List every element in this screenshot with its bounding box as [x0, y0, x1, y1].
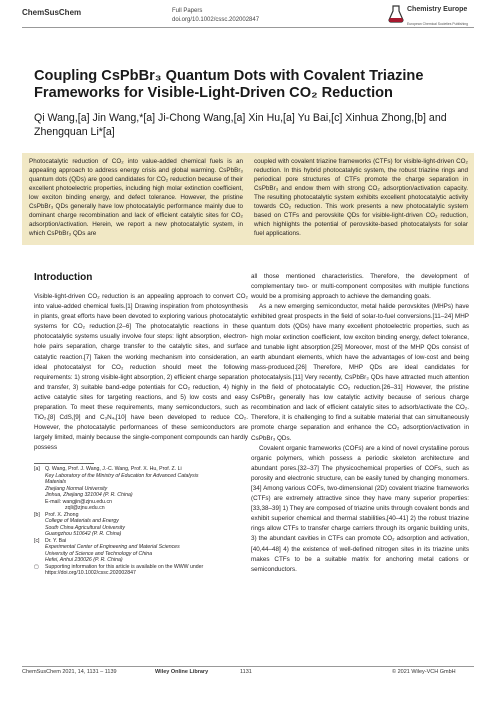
affiliation-line: Guangzhou 510642 (P. R. China) [45, 531, 122, 537]
author-list: Qi Wang,[a] Jin Wang,*[a] Ji-Chong Wang,[a] Xin Hu,[a] Yu Bai,[c] Xinhua Zhong,[b] and Zhengquan Li*[a] [34, 112, 447, 138]
affiliation-line: Experimental Center of Engineering and Material Sciences [45, 544, 180, 550]
affiliation-line: Jinhua, Zhejiang 321004 (P. R. China) [45, 492, 133, 498]
doi-link[interactable]: doi.org/10.1002/cssc.202002847 [172, 17, 260, 23]
body-paragraph: As a new emerging semiconductor, metal halide perovskites (MHPs) have exhibited great prospects in the field of solar-to-fuel conversions.[11–24] MHP quantum dots (QDs) have many excellent photoelectric properties, such as high molar extinction coefficient, low exciton binding energy, defect tolerance, and tunable light absorption.[25] Moreover, most of the MHP QDs consist of earth abundant elements, which have the advantages of low-cost and being mass-produced.[26] Therefore, MHP QDs are ideal candidates for photocatalysis.[11] Very recently, CsPbBr₃ QDs have attracted much attention in the field of photocatalytic CO₂ reduction.[26–31] However, the pristine CsPbBr₃ generally has low catalytic activity because of serious charge recombination and lack of efficient catalytic sites to adsorb/activate the CO₂. Therefore, it is challenging to find a suitable material that can simultaneously promote charge separation and enhance the CO₂ adsorption/activation in CsPbBr₃ QDs. [251, 303, 469, 442]
page-number: 1131 [240, 669, 252, 675]
affiliation-line: Zhejiang Normal University [45, 485, 108, 492]
logo-subtitle: European Chemical Societies Publishing [407, 22, 469, 26]
abstract-left: Photocatalytic reduction of CO₂ into value-added chemical fuels is an appealing approach to address energy crisis and global warming. CsPbBr₃ quantum dots (QDs) are good candidates for CO₂ reduction because of their excellent photoelectric properties, including high molar extinction coefficient, low exciton binding energy, and defect tolerance. However, the pristine CsPbBr₃ QDs generally have low photocatalytic performance mainly due to dominant charge recombination and lack of efficient catalytic sites for CO₂ adsorption/activation. Herein, we report a new photocatalytic system, in which CsPbBr₃ QDs are [29, 158, 243, 238]
supporting-info [34, 564, 248, 577]
affiliation-line: Prof. X. Zhong [45, 511, 79, 518]
footer-rule [22, 666, 474, 667]
affiliation-line: College of Materials and Energy [45, 518, 119, 524]
affiliation-line: Hefei, Anhui 230026 (P. R. China) [45, 557, 123, 563]
abstract-right: coupled with covalent triazine frameworks (CTFs) for visible-light-driven CO₂ reduction. In this hybrid photocatalytic system, the robust triazine rings and periodical pore structures of CTFs promote the charge separation in CsPbBr₃ and endow them with strong CO₂ adsorption/activation capacity. The resulting photocatalytic system exhibits excellent photocatalytic activity towards CO₂ reduction. This work presents a new photocatalytic system based on CTFs and perovskite QDs for visible-light-driven CO₂ reduction, which highlights the potential of perovskite-based photocatalysts for solar fuel applications. [254, 158, 468, 238]
flask-logo-icon [388, 5, 404, 23]
body-right-column [251, 272, 469, 575]
header-rule [22, 27, 474, 28]
body-paragraph: Covalent organic frameworks (COFs) are a kind of novel crystalline porous organic polymers, which possess a periodic skeleton architecture and abundant pores.[32–37] The physicochemical properties of COFs, such as porosity and electronic structure, can be easily tuned by changing monomers.[34] Among various COFs, two-dimensional (2D) covalent triazine frameworks (CTFs) are extremely attractive since they have many superior properties:[33,38–39] 1) They are composed of triazine units through covalent bonds and exhibit superior chemical and thermal stabilities,[40–41] 2) the robust triazine rings allow CTFs to transfer charge carriers through its organic building units, 3) the abundant cavities in CTFs can promote CO₂ adsorption and activation,[40,44–48] 4) the existence of well-defined nitrogen sites in its triazine units makes CTFs to be a suitable matrix for anchoring metal cations or semiconductors. [251, 444, 469, 573]
email-line[interactable]: zqli@zjnu.edu.cn [65, 505, 105, 511]
abstract-box [22, 153, 474, 245]
body-left-column [34, 292, 248, 454]
affiliation-a [34, 466, 248, 512]
affiliation-line: Key Laboratory of the Ministry of Education for Advanced Catalysis [45, 472, 199, 479]
affiliation-rule [34, 463, 94, 464]
supporting-info-link[interactable]: https://doi.org/10.1002/cssc.202002847 [45, 570, 136, 576]
chemistry-europe-logo [386, 3, 476, 35]
intro-paragraph-1: Visible-light-driven CO₂ reduction is an appealing approach to convert CO₂ into value-added chemical fuels.[1] Drawing inspiration from photosynthesis in plants, great efforts have been devoted to exploring various photocatalytic systems for CO₂ reduction.[2–6] The photocatalytic reactions in these photocatalytic systems usually involve four steps: light absorption, electron-hole pairs separation, charge transfer to the catalytic sites, and surface catalytic reaction.[7] Taken the working mechanism into consideration, an ideal photocatalyst for CO₂ reduction should meet the following requirements: 1) strong visible-light absorption, 2) efficient charge separation and transfer, 3) suitable band-edge potentials for CO₂ reduction, 4) highly active catalytic sites for targeting reactions, and 5) low costs and easy preparation. To meet these requirements, many semiconductors, such as TiO₂,[8] CdS,[9] and C₃N₄,[10] have been developed to reduce CO₂. However, the photocatalytic performances of these semiconductors are largely limited, mainly because the single-component compounds can hardly possess [34, 293, 248, 452]
email-line[interactable]: E-mail: wangjin@zjnu.edu.cn [45, 498, 112, 505]
affiliations [34, 466, 248, 577]
section-heading-introduction: Introduction [34, 272, 93, 283]
footer-wiley-link[interactable]: Wiley Online Library [155, 669, 209, 675]
affiliation-label: [b] [34, 511, 40, 518]
affiliation-c [34, 538, 248, 564]
supporting-info-line: Supporting information for this article is available on the WWW under [45, 563, 204, 570]
affiliation-label: [a] [34, 466, 40, 472]
logo-title: Chemistry Europe [407, 6, 468, 13]
affiliation-line: University of Science and Technology of China [45, 550, 153, 557]
footer-copyright: © 2021 Wiley-VCH GmbH [392, 669, 456, 675]
affiliation-label: [c] [34, 537, 40, 544]
affiliation-line: Dr. Y. Bai [45, 537, 67, 544]
affiliation-b [34, 512, 248, 538]
body-paragraph: all those mentioned characteristics. Therefore, the development of complementary two- or multi-component composites with multiple functions would be a promising approach to achieve the demanding goals. [251, 273, 469, 301]
footer-citation: ChemSusChem 2021, 14, 1131 – 1139 [22, 669, 117, 675]
affiliation-line: South China Agricultural University [45, 524, 125, 531]
affiliation-line: Q. Wang, Prof. J. Wang, J.-C. Wang, Prof. X. Hu, Prof. Z. Li [45, 466, 182, 472]
affiliation-line: Materials [45, 479, 67, 485]
paper-type: Full Papers [172, 8, 203, 14]
supporting-info-icon: ▢ [34, 563, 39, 570]
article-title: Coupling CsPbBr₃ Quantum Dots with Covalent Triazine Frameworks for Visible-Light-Driven CO₂ Reduction [34, 68, 424, 101]
journal-name: ChemSusChem [22, 8, 82, 17]
